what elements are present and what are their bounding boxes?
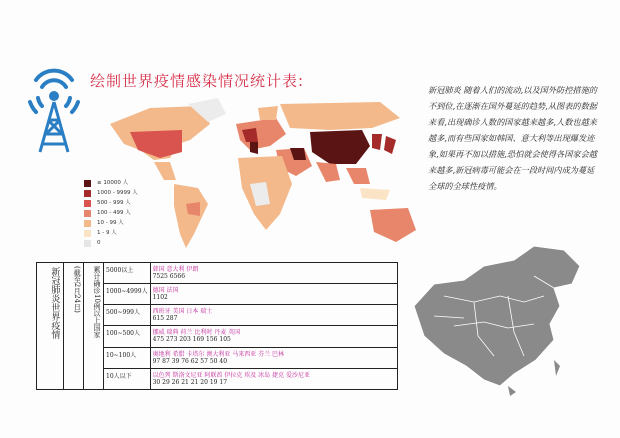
numbers-line: 475 273 203 169 156 105 bbox=[152, 336, 231, 344]
legend-swatch bbox=[84, 180, 91, 187]
legend-label: 1000 - 9999 人 bbox=[97, 190, 138, 196]
row-cells bbox=[150, 284, 397, 305]
page-title: 绘制世界疫情感染情况统计表: bbox=[90, 72, 305, 90]
legend-row bbox=[84, 238, 138, 248]
handwritten-note: 新冠肺炎 随着人们的流动,以及国外防控措施的不到位,在逐渐在国外蔓延的趋势,从图表的数据来看,出现确诊人数的国家越来越多,人数也越来越多,而有些国家如韩国、意大利等出现爆发迹象,如果再不加以措施,恐怕就会使得各国家会越来越多,新冠病毒可能会在一段时间内成为蔓延全球的全球性疫情。 bbox=[428, 85, 597, 191]
legend-label: 10 - 99 人 bbox=[97, 220, 124, 226]
numbers-line: 97 87 39 76 62 57 50 40 bbox=[152, 357, 228, 365]
countries-line: 德国 法国 bbox=[152, 287, 179, 295]
legend-swatch bbox=[84, 230, 91, 237]
radio-tower-icon bbox=[26, 62, 82, 154]
legend-swatch bbox=[84, 220, 91, 227]
legend-swatch bbox=[84, 240, 91, 247]
countries-line: 西班牙 美国 日本 瑞士 bbox=[152, 308, 213, 316]
numbers-line: 7525 6566 bbox=[152, 273, 186, 280]
row-label: 5000以上 bbox=[104, 263, 151, 284]
legend-row bbox=[84, 228, 138, 238]
numbers-line: 30 29 26 21 21 20 19 17 bbox=[152, 378, 228, 386]
row-cells bbox=[150, 326, 397, 347]
countries-line: 奥地利 希腊 卡塔尔 澳大利亚 马来西亚 芬兰 巴林 bbox=[152, 350, 285, 358]
numbers-line: 615 287 bbox=[152, 315, 178, 323]
legend-row bbox=[84, 188, 138, 198]
world-map bbox=[90, 84, 420, 254]
row-label: 10~100人 bbox=[104, 347, 151, 368]
row-cells bbox=[150, 347, 397, 368]
row-cells bbox=[150, 263, 397, 284]
legend-label: 100 - 499 人 bbox=[97, 210, 131, 216]
legend-label: 1 - 9 人 bbox=[97, 230, 117, 236]
legend-swatch bbox=[84, 210, 91, 217]
legend-label: 0 bbox=[97, 240, 101, 246]
legend-label: ≥ 10000 人 bbox=[97, 180, 129, 186]
row-label: 1000~4999人 bbox=[104, 284, 151, 305]
legend-swatch bbox=[84, 190, 91, 197]
row-label: 500~999人 bbox=[104, 305, 151, 326]
legend-row bbox=[84, 178, 138, 188]
row-label: 100~500人 bbox=[104, 326, 151, 347]
countries-line: 以色列 斯洛文尼亚 阿联酋 伊拉克 埃及 冰岛 捷克 爱沙尼亚 bbox=[152, 371, 310, 379]
map-legend bbox=[84, 178, 138, 248]
numbers-line: 1102 bbox=[152, 294, 168, 302]
countries-line: 挪威 瑞典 荷兰 比利时 丹麦 英国 bbox=[152, 329, 241, 337]
table-side-title: 新冠肺炎世界疫情 bbox=[37, 263, 64, 390]
legend-row bbox=[84, 198, 138, 208]
countries-line: 韩国 意大利 伊朗 bbox=[152, 266, 199, 273]
table-side-sub: (截至2月24日) bbox=[64, 263, 84, 390]
stats-table bbox=[36, 262, 398, 390]
legend-swatch bbox=[84, 200, 91, 207]
china-map bbox=[404, 236, 590, 396]
row-cells bbox=[150, 305, 397, 326]
table-side-sub2: 累计确诊10例以上国家 bbox=[84, 263, 104, 390]
row-cells bbox=[150, 368, 397, 389]
legend-row bbox=[84, 218, 138, 228]
row-label: 10人以下 bbox=[104, 368, 151, 389]
legend-row bbox=[84, 208, 138, 218]
legend-label: 500 - 999 人 bbox=[97, 200, 131, 206]
